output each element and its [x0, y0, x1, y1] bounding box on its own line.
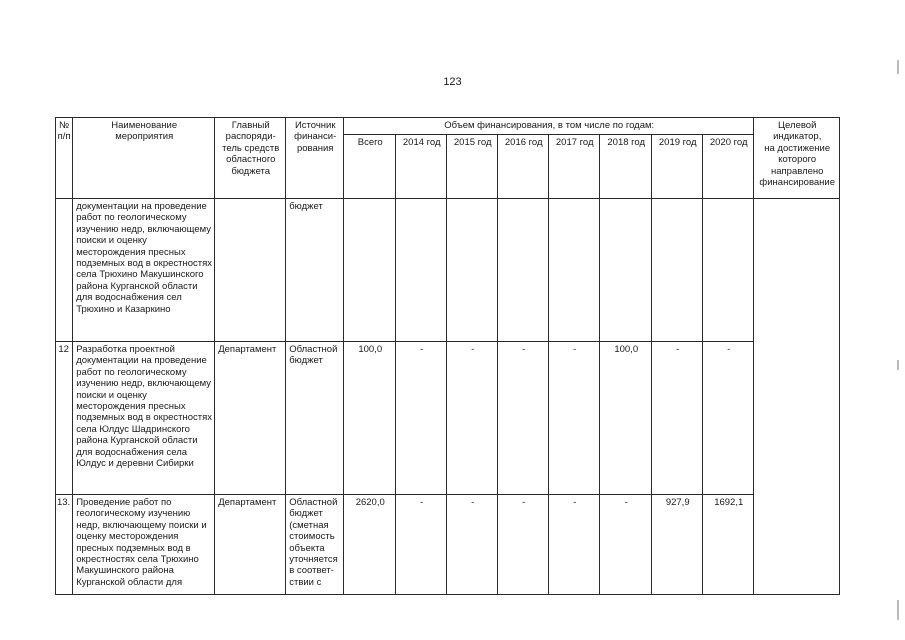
row-name: Разработка проектной документации на проведение работ по геологическому изучению недр, включающему поиски и оценку месторождения пресных подземных вод в окрестностях села Юлдус Шадринского района Курганской области для водоснабжения села Юлдус и деревни Сибирки	[73, 342, 215, 495]
row-year-value: -	[600, 495, 652, 595]
col-header-year: 2019 год	[652, 135, 703, 199]
row-year-value: -	[396, 495, 447, 595]
row-source: Областной бюджет (сметная стоимость объекта уточняется в соответ-ствии с	[286, 495, 344, 595]
row-year-value: -	[652, 342, 703, 495]
row-num: 13.	[56, 495, 73, 595]
row-year-value	[652, 199, 703, 342]
col-header-manager: Главный распоряди- тель средств областного бюджета	[215, 118, 286, 199]
table-row	[56, 495, 840, 595]
table-row	[56, 342, 840, 495]
scan-artifact	[897, 600, 899, 620]
financing-table	[55, 117, 840, 595]
col-header-year: 2016 год	[498, 135, 549, 199]
row-total: 100,0	[344, 342, 396, 495]
col-header-source: Источник финанси- рования	[286, 118, 344, 199]
col-header-year: 2014 год	[396, 135, 447, 199]
indicator-cell	[754, 199, 840, 595]
col-header-year: 2017 год	[549, 135, 600, 199]
row-year-value: -	[447, 495, 498, 595]
header-row-1	[56, 118, 840, 135]
col-header-indicator: Целевой индикатор, на достижение которого направлено финансирование	[754, 118, 840, 199]
table-row	[56, 199, 840, 342]
row-year-value	[498, 199, 549, 342]
col-header-year: 2020 год	[703, 135, 754, 199]
col-header-year: 2015 год	[447, 135, 498, 199]
col-header-year: 2018 год	[600, 135, 652, 199]
row-year-value	[549, 199, 600, 342]
row-total: 2620,0	[344, 495, 396, 595]
row-year-value: 100,0	[600, 342, 652, 495]
row-manager: Департамент	[215, 495, 286, 595]
row-name: Проведение работ по геологическому изучению недр, включающему поиски и оценку месторождения пресных подземных вод в окрестностях села Трюхино Макушинского района Курганской области для	[73, 495, 215, 595]
col-header-total: Всего	[344, 135, 396, 199]
row-name: документации на проведение работ по геологическому изучению недр, включающему поиски и оценку месторождения пресных подземных вод в окрестностях села Трюхино Макушинского района Курганской области для водоснабжения сел Трюхино и Казаркино	[73, 199, 215, 342]
row-year-value: -	[549, 495, 600, 595]
row-source: бюджет	[286, 199, 344, 342]
col-header-name: Наименование мероприятия	[73, 118, 215, 199]
row-year-value: -	[498, 495, 549, 595]
col-header-volume: Объем финансирования, в том числе по годам:	[344, 118, 754, 135]
row-year-value	[396, 199, 447, 342]
scan-artifact	[897, 60, 899, 74]
row-year-value	[703, 199, 754, 342]
scan-artifact	[897, 360, 899, 370]
row-num	[56, 199, 73, 342]
col-header-num: № п/п	[56, 118, 73, 199]
row-year-value	[600, 199, 652, 342]
row-year-value: 1692,1	[703, 495, 754, 595]
row-year-value: -	[549, 342, 600, 495]
row-manager	[215, 199, 286, 342]
row-year-value: -	[498, 342, 549, 495]
row-year-value: -	[447, 342, 498, 495]
row-source: Областной бюджет	[286, 342, 344, 495]
row-manager: Департамент	[215, 342, 286, 495]
row-num: 12	[56, 342, 73, 495]
page-number: 123	[443, 76, 462, 88]
row-year-value: -	[396, 342, 447, 495]
row-total	[344, 199, 396, 342]
row-year-value	[447, 199, 498, 342]
row-year-value: -	[703, 342, 754, 495]
row-year-value: 927,9	[652, 495, 703, 595]
